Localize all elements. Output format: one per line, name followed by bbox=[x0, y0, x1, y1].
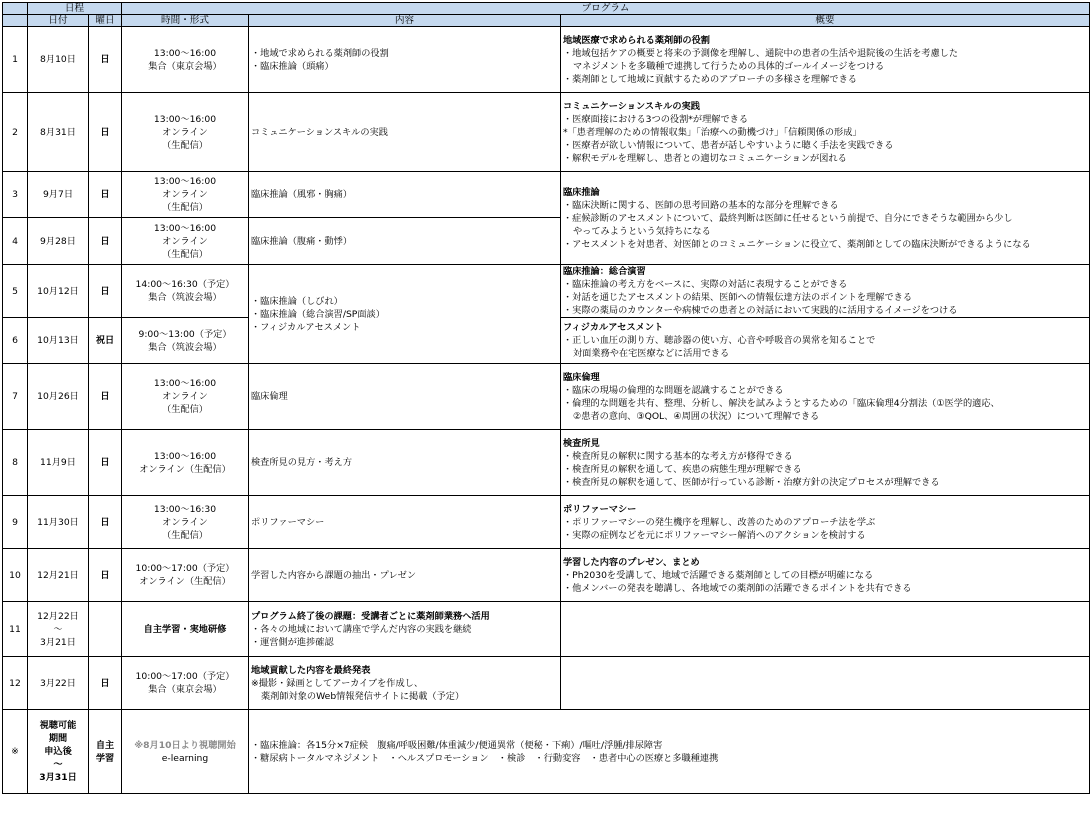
row-time bbox=[122, 218, 249, 265]
row-overview bbox=[561, 430, 1090, 496]
row-date: 9月7日 bbox=[28, 172, 89, 218]
content-line: ・臨床推論（総合演習/SP面談） bbox=[251, 308, 385, 320]
row-date bbox=[28, 602, 89, 657]
row-date: 11月30日 bbox=[28, 496, 89, 549]
format-line: オンライン bbox=[162, 235, 208, 247]
row-overview bbox=[561, 364, 1090, 430]
table-row bbox=[3, 657, 1090, 710]
overview-line: ・検査所見の解釈を通して、医師が行っている診断・治療方針の決定プロセスが理解できる bbox=[563, 476, 940, 488]
header-content: 内容 bbox=[249, 15, 561, 27]
header-blank bbox=[3, 3, 28, 15]
row-date: 11月9日 bbox=[28, 430, 89, 496]
format-line: オンライン bbox=[162, 516, 208, 528]
row-number: 1 bbox=[3, 27, 28, 93]
table-row bbox=[3, 172, 1090, 218]
row-content bbox=[249, 27, 561, 93]
row-time bbox=[122, 430, 249, 496]
time-line: 13:00～16:00 bbox=[153, 47, 217, 59]
overview-title: 臨床推論 bbox=[563, 186, 600, 198]
row-overview bbox=[561, 265, 1090, 318]
table-row bbox=[3, 364, 1090, 430]
content-line: ポリファーマシー bbox=[251, 516, 325, 528]
overview-title: 地域医療で求められる薬剤師の役割 bbox=[563, 34, 710, 46]
date-line: ～ bbox=[53, 623, 63, 635]
date-line: 3月21日 bbox=[40, 636, 76, 648]
overview-line: ・臨床推論の考え方をベースに、実際の対話に表現することができる bbox=[563, 279, 848, 290]
overview-title: 検査所見 bbox=[563, 437, 600, 449]
content-line: ・糖尿病トータルマネジメント ・ヘルスプロモーション ・検診 ・行動変容 ・患者中心の医療と多職種連携 bbox=[251, 752, 719, 764]
content-line: ・運営側が進捗確認 bbox=[251, 636, 334, 648]
row-content bbox=[249, 172, 561, 218]
format-line: （生配信） bbox=[162, 404, 208, 415]
row-weekday: 日 bbox=[89, 430, 122, 496]
overview-line: ・医療者が欲しい情報について、患者が話しやすいように聴く手法を実践できる bbox=[563, 139, 894, 151]
row-date: 9月28日 bbox=[28, 218, 89, 265]
content-line: 臨床推論（風邪・胸痛） bbox=[251, 189, 353, 200]
format-line: e-learning bbox=[161, 752, 209, 764]
row-number: 7 bbox=[3, 364, 28, 430]
row-time bbox=[122, 27, 249, 93]
overview-line: ・臨床の現場の倫理的な問題を認識することができる bbox=[563, 384, 784, 396]
row-date: 8月31日 bbox=[28, 93, 89, 172]
overview-line: ・解釈モデルを理解し、患者との適切なコミュニケーションが図れる bbox=[563, 152, 847, 164]
row-weekday: 日 bbox=[89, 265, 122, 318]
row-weekday: 日 bbox=[89, 93, 122, 172]
row-number: 8 bbox=[3, 430, 28, 496]
overview-line: マネジメントを多職種で連携して行うための具体的ゴールイメージをつける bbox=[573, 60, 885, 72]
format-line: （生配信） bbox=[162, 529, 208, 541]
row-number: ※ bbox=[3, 710, 28, 794]
date-line: 期間 bbox=[48, 733, 68, 744]
overview-line: ・アセスメントを対患者、対医師とのコミュニケーションに役立て、薬剤師としての臨床決断ができるようになる bbox=[563, 238, 1031, 250]
overview-line: ・薬剤師として地域に貢献するためのアプローチの多様さを理解できる bbox=[563, 73, 857, 85]
row-date bbox=[28, 710, 89, 794]
row-time bbox=[122, 602, 249, 657]
time-line: 14:00～16:30（予定） bbox=[135, 279, 235, 290]
row-weekday: 日 bbox=[89, 549, 122, 602]
row-time bbox=[122, 657, 249, 710]
row-content bbox=[249, 602, 561, 657]
row-time bbox=[122, 93, 249, 172]
row-number: 2 bbox=[3, 93, 28, 172]
overview-line: ・実際の症例などを元にポリファーマシー解消へのアクションを検討する bbox=[563, 529, 866, 541]
row-weekday: 日 bbox=[89, 496, 122, 549]
time-line: 9:00～13:00（予定） bbox=[138, 328, 232, 340]
row-time bbox=[122, 265, 249, 318]
table-row bbox=[3, 27, 1090, 93]
format-line: オンライン（生配信） bbox=[139, 463, 231, 475]
row-content bbox=[249, 710, 1090, 794]
row-content bbox=[249, 93, 561, 172]
format-line: オンライン（生配信） bbox=[139, 576, 231, 587]
viewing-start-note: ※8月10日より視聴開始 bbox=[134, 739, 236, 751]
overview-line: ・臨床決断に関する、医師の思考回路の基本的な部分を理解できる bbox=[563, 199, 839, 211]
date-line: 申込後 bbox=[44, 746, 72, 757]
date-line: 12月22日 bbox=[37, 610, 79, 622]
row-number: 4 bbox=[3, 218, 28, 265]
overview-line: ・検査所見の解釈を通して、疾患の病態生理が理解できる bbox=[563, 463, 802, 475]
content-line: ※撮影・録画としてアーカイブを作成し、 bbox=[251, 677, 424, 689]
row-content bbox=[249, 265, 561, 364]
table-row bbox=[3, 602, 1090, 657]
format-line: （生配信） bbox=[162, 139, 208, 151]
time-line: 13:00～16:00 bbox=[153, 113, 217, 125]
overview-line: ・実際の薬局のカウンターや病棟での患者との対話において実践的に活用するイメージをつける bbox=[563, 305, 958, 316]
format-line: 集合（東京会場） bbox=[148, 684, 222, 695]
overview-line: ②患者の意向、③QOL、④周囲の状況）について理解できる bbox=[573, 410, 820, 422]
overview-line: ・検査所見の解釈に関する基本的な考え方が修得できる bbox=[563, 450, 793, 462]
time-line: 10:00～17:00（予定） bbox=[135, 563, 235, 574]
overview-line: 対面業務や在宅医療などに活用できる bbox=[573, 348, 730, 359]
format-line: （生配信） bbox=[162, 202, 208, 213]
row-overview bbox=[561, 496, 1090, 549]
row-time bbox=[122, 710, 249, 794]
row-content bbox=[249, 657, 561, 710]
header-time-format: 時間・形式 bbox=[122, 15, 249, 27]
overview-line: ・他メンバーの発表を聴講し、各地域での薬剤師の活躍できるポイントを共有できる bbox=[563, 582, 912, 594]
format-line: オンライン bbox=[162, 126, 208, 138]
table-row bbox=[3, 496, 1090, 549]
time-line: 10:00～17:00（予定） bbox=[135, 671, 235, 682]
row-number: 10 bbox=[3, 549, 28, 602]
date-line: 3月31日 bbox=[39, 772, 77, 783]
overview-line: ・倫理的な問題を共有、整理、分析し、解決を試みようとするための「臨床倫理4分割法（①医学的適応、 bbox=[563, 397, 1000, 409]
row-number: 12 bbox=[3, 657, 28, 710]
row-date: 8月10日 bbox=[28, 27, 89, 93]
row-weekday bbox=[89, 710, 122, 794]
header-blank bbox=[3, 15, 28, 27]
row-time bbox=[122, 364, 249, 430]
row-weekday: 日 bbox=[89, 657, 122, 710]
time-line: 13:00～16:00 bbox=[153, 378, 217, 389]
row-number: 5 bbox=[3, 265, 28, 318]
time-line: 13:00～16:30 bbox=[153, 503, 217, 515]
row-number: 3 bbox=[3, 172, 28, 218]
row-overview bbox=[561, 602, 1090, 657]
format-line: オンライン bbox=[162, 189, 208, 200]
row-weekday bbox=[89, 602, 122, 657]
overview-line: ・医療面接における3つの役割*が理解できる bbox=[563, 113, 749, 125]
row-date: 3月22日 bbox=[28, 657, 89, 710]
row-number: 9 bbox=[3, 496, 28, 549]
time-line: 13:00～16:00 bbox=[153, 176, 217, 187]
overview-line: ・Ph2030を受講して、地域で活躍できる薬剤師としての目標が明確になる bbox=[563, 569, 874, 581]
content-line: 検査所見の見方・考え方 bbox=[251, 457, 353, 468]
table-row bbox=[3, 549, 1090, 602]
format-line: （生配信） bbox=[162, 248, 208, 260]
overview-line: ・ポリファーマシーの発生機序を理解し、改善のためのアプローチ法を学ぶ bbox=[563, 516, 876, 528]
row-number: 11 bbox=[3, 602, 28, 657]
content-line: 臨床倫理 bbox=[251, 391, 288, 402]
overview-line: やってみようという気持ちになる bbox=[573, 225, 711, 237]
table-row bbox=[3, 430, 1090, 496]
table-row bbox=[3, 265, 1090, 318]
row-content bbox=[249, 549, 561, 602]
content-line: ・フィジカルアセスメント bbox=[251, 321, 361, 333]
row-time bbox=[122, 318, 249, 364]
overview-title: コミュニケーションスキルの実践 bbox=[563, 100, 700, 112]
format-line: 集合（筑波会場） bbox=[148, 341, 222, 353]
overview-line: ・正しい血圧の測り方、聴診器の使い方、心音や呼吸音の異常を知ることで bbox=[563, 335, 876, 346]
row-content bbox=[249, 496, 561, 549]
content-title: 地域貢献した内容を最終発表 bbox=[251, 664, 371, 676]
row-weekday: 日 bbox=[89, 27, 122, 93]
header-row-2 bbox=[3, 15, 1090, 27]
row-overview bbox=[561, 657, 1090, 710]
table-row bbox=[3, 710, 1090, 794]
weekday-line: 学習 bbox=[95, 752, 115, 764]
overview-line: ・地域包括ケアの概要と将来の予測像を理解し、通院中の患者の生活や退院後の生活を考慮した bbox=[563, 47, 959, 59]
row-content bbox=[249, 430, 561, 496]
overview-title: 学習した内容のプレゼン、まとめ bbox=[563, 556, 700, 568]
overview-line: *「患者理解のための情報収集」「治療への動機づけ」「信頼関係の形成」 bbox=[563, 126, 862, 138]
date-line: 視聴可能 bbox=[39, 720, 77, 731]
row-content bbox=[249, 364, 561, 430]
row-weekday: 日 bbox=[89, 218, 122, 265]
content-line: ・各々の地域において講座で学んだ内容の実践を継続 bbox=[251, 623, 472, 635]
row-number: 6 bbox=[3, 318, 28, 364]
row-weekday: 日 bbox=[89, 364, 122, 430]
header-row-1 bbox=[3, 3, 1090, 15]
format-line: 集合（筑波会場） bbox=[148, 292, 222, 303]
content-line: ・地域で求められる薬剤師の役割 bbox=[251, 47, 389, 59]
content-line: 臨床推論（腹痛・動悸） bbox=[251, 235, 353, 247]
row-weekday: 祝日 bbox=[89, 318, 122, 364]
program-schedule-table bbox=[2, 2, 1090, 794]
row-overview bbox=[561, 27, 1090, 93]
format-line: オンライン bbox=[162, 391, 208, 402]
format-line: 自主学習・実地研修 bbox=[143, 623, 227, 635]
header-date: 日付 bbox=[28, 15, 89, 27]
overview-title: ポリファーマシー bbox=[563, 503, 637, 515]
row-overview bbox=[561, 93, 1090, 172]
overview-title: フィジカルアセスメント bbox=[563, 322, 664, 333]
content-line: ・臨床推論（しびれ） bbox=[251, 295, 343, 307]
content-title: プログラム終了後の課題：受講者ごとに薬剤師業務へ活用 bbox=[251, 610, 490, 622]
row-content bbox=[249, 218, 561, 265]
overview-line: ・対話を通じたアセスメントの結果、医師への情報伝達方法のポイントを理解できる bbox=[563, 292, 913, 303]
content-line: ・臨床推論：各15分×7症候 腹痛/呼吸困難/体重減少/便通異常（便秘・下痢）/嘔吐/浮腫/排尿障害 bbox=[251, 739, 663, 751]
time-line: 13:00～16:00 bbox=[153, 450, 217, 462]
overview-title: 臨床倫理 bbox=[563, 371, 600, 383]
row-date: 10月12日 bbox=[28, 265, 89, 318]
content-line: 薬剤師対象のWeb情報発信サイトに掲載（予定） bbox=[261, 690, 465, 702]
row-overview bbox=[561, 549, 1090, 602]
row-time bbox=[122, 549, 249, 602]
format-line: 集合（東京会場） bbox=[148, 60, 222, 72]
row-weekday: 日 bbox=[89, 172, 122, 218]
row-date: 10月26日 bbox=[28, 364, 89, 430]
row-date: 12月21日 bbox=[28, 549, 89, 602]
row-time bbox=[122, 496, 249, 549]
header-overview: 概要 bbox=[561, 15, 1090, 27]
header-program: プログラム bbox=[122, 3, 1090, 15]
table-row bbox=[3, 93, 1090, 172]
row-overview bbox=[561, 172, 1090, 265]
weekday-line: 自主 bbox=[95, 739, 115, 751]
content-line: ・臨床推論（頭痛） bbox=[251, 60, 334, 72]
row-date: 10月13日 bbox=[28, 318, 89, 364]
content-line: 学習した内容から課題の抽出・プレゼン bbox=[251, 569, 417, 581]
row-overview bbox=[561, 318, 1090, 364]
overview-line: ・症候診断のアセスメントについて、最終判断は医師に任せるという前提で、自分にできそうな範囲から少し bbox=[563, 212, 1013, 224]
overview-title: 臨床推論：総合演習 bbox=[563, 266, 646, 277]
header-schedule: 日程 bbox=[28, 3, 122, 15]
header-weekday: 曜日 bbox=[89, 15, 122, 27]
time-line: 13:00～16:00 bbox=[153, 222, 217, 234]
content-line: コミュニケーションスキルの実践 bbox=[251, 126, 388, 138]
date-line: ～ bbox=[53, 759, 63, 770]
row-time bbox=[122, 172, 249, 218]
